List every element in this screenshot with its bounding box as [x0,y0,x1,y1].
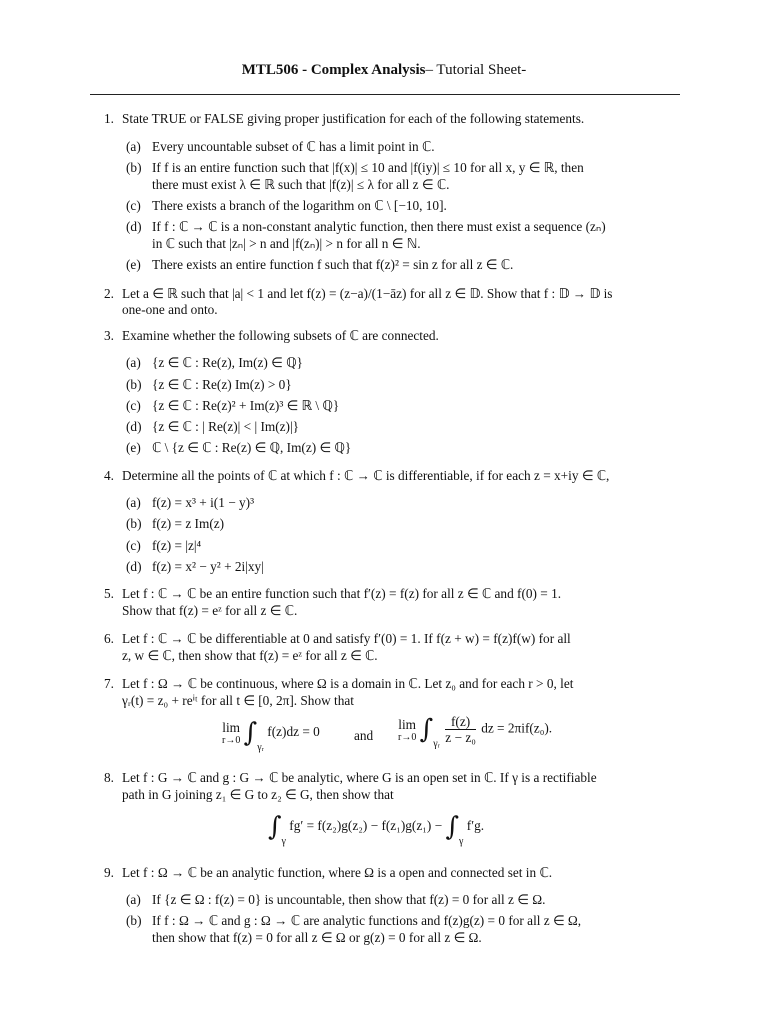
integrand-right: dz = 2πif(z₀). [481,720,553,736]
problem-6-number: 6. [104,631,114,646]
problem-3b-mark: (b) [126,377,142,392]
problem-3d-mark: (d) [126,419,142,434]
fraction-numerator: f(z) [445,714,476,730]
lim-label-left: lim [222,720,241,735]
problem-9b-text-line1: If f : Ω → ℂ and g : Ω → ℂ are analytic functions and f(z)g(z) = 0 for all z ∈ Ω, [152,913,582,928]
lim-subscript-right: r→0 [398,731,417,743]
problem-4a-mark: (a) [126,495,141,510]
formula-rhs: f′g. [466,818,485,834]
problem-7-text-line1: Let f : Ω → ℂ be continuous, where Ω is a domain in ℂ. Let z₀ and for each r > 0, let [122,676,574,691]
problem-1b-text-line2: there must exist λ ∈ ℝ such that |f(z)| ≤ λ for all z ∈ ℂ. [152,177,450,192]
problem-7-number: 7. [104,676,114,691]
problem-3a-text: {z ∈ ℂ : Re(z), Im(z) ∈ ℚ} [152,355,303,370]
sheet-subtitle: – Tutorial Sheet- [425,62,527,78]
problem-9a-text: If {z ∈ Ω : f(z) = 0} is uncountable, then show that f(z) = 0 for all z ∈ Ω. [152,892,546,907]
problem-7-text-line2: γᵣ(t) = z₀ + reⁱᵗ for all t ∈ [0, 2π]. Show that [122,693,354,708]
problem-1c-text: There exists a branch of the logarithm on ℂ \ [−10, 10]. [152,198,447,213]
problem-5-text-line1: Let f : ℂ → ℂ be an entire function such that f′(z) = f(z) for all z ∈ ℂ and f(0) = 1. [122,586,562,601]
problem-8-number: 8. [104,770,114,785]
problem-1d-mark: (d) [126,219,142,234]
problem-4d-text: f(z) = x² − y² + 2i|xy| [152,559,264,574]
problem-7-limit-right [398,714,552,750]
problem-4b-mark: (b) [126,516,142,531]
problem-2-text-line2: one-one and onto. [122,302,218,317]
problem-8-formula [268,812,484,847]
problem-7-limit-left [222,718,320,753]
integral-sign-left: ∫ [243,718,258,748]
problem-7-and: and [354,728,374,743]
integral-sign-lhs: ∫ [268,812,282,842]
problem-1d-text-line1: If f : ℂ → ℂ is a non-constant analytic function, then there must exist a sequence (zₙ) [152,219,606,234]
problem-3e-mark: (e) [126,440,141,455]
problem-9b-mark: (b) [126,913,142,928]
problem-9b-text-line2: then show that f(z) = 0 for all z ∈ Ω or g(z) = 0 for all z ∈ Ω. [152,930,482,945]
problem-4d-mark: (d) [126,559,142,574]
problem-9-statement: Let f : Ω → ℂ be an analytic function, where Ω is a open and connected set in ℂ. [122,865,553,880]
problem-1-statement: State TRUE or FALSE giving proper justification for each of the following statements. [122,111,585,126]
problem-4-statement: Determine all the points of ℂ at which f : ℂ → ℂ is differentiable, if for each z = x+iy ∈ ℂ, [122,468,610,483]
problem-4c-mark: (c) [126,538,141,553]
problem-2-text-line1: Let a ∈ ℝ such that |a| < 1 and let f(z) = (z−a)/(1−āz) for all z ∈ 𝔻. Show that f : 𝔻 → 𝔻 is [122,286,613,301]
problem-6-text-line2: z, w ∈ ℂ, then show that f(z) = eᶻ for all z ∈ ℂ. [122,648,378,663]
problem-3-statement: Examine whether the following subsets of ℂ are connected. [122,328,439,343]
problem-5-number: 5. [104,586,114,601]
problem-1e-mark: (e) [126,257,141,272]
lim-label-right: lim [398,716,417,732]
problem-1a-mark: (a) [126,139,141,154]
problem-3c-text: {z ∈ ℂ : Re(z)² + Im(z)³ ∈ ℝ \ ℚ} [152,398,340,413]
integral-sub-right: γᵣ [433,738,440,750]
problem-9a-mark: (a) [126,892,141,907]
problem-1d-text-line2: in ℂ such that |zₙ| > n and |f(zₙ)| > n for all n ∈ ℕ. [152,236,421,251]
fraction-denominator: z − z₀ [445,730,476,745]
problem-6-text-line1: Let f : ℂ → ℂ be differentiable at 0 and satisfy f′(0) = 1. If f(z + w) = f(z)f(w) for all [122,631,571,646]
header-rule [90,94,680,95]
integral-sign-rhs: ∫ [445,812,460,842]
problem-1b-text-line1: If f is an entire function such that |f(x)| ≤ 10 and |f(iy)| ≤ 10 for all x, y ∈ ℝ, then [152,160,584,175]
problem-3a-mark: (a) [126,355,141,370]
problem-3b-text: {z ∈ ℂ : Re(z) Im(z) > 0} [152,377,292,392]
problem-4a-text: f(z) = x³ + i(1 − y)³ [152,495,255,510]
cauchy-fraction [445,714,476,745]
problem-5-text-line2: Show that f(z) = eᶻ for all z ∈ ℂ. [122,603,298,618]
integral-sub-rhs: γ [459,836,464,848]
problem-1a-text: Every uncountable subset of ℂ has a limit point in ℂ. [152,139,435,154]
problem-3e-text: ℂ \ {z ∈ ℂ : Re(z) ∈ ℚ, Im(z) ∈ ℚ} [152,440,352,455]
problem-1-number: 1. [104,111,114,126]
problem-1e-text: There exists an entire function f such that f(z)² = sin z for all z ∈ ℂ. [152,257,514,272]
problem-3c-mark: (c) [126,398,141,413]
problem-4c-text: f(z) = |z|⁴ [152,538,202,553]
formula-lhs: fg′ = f(z₂)g(z₂) − f(z₁)g(z₁) − [289,818,443,834]
problem-8-text-line2: path in G joining z₁ ∈ G to z₂ ∈ G, then show that [122,787,394,802]
problem-4b-text: f(z) = z Im(z) [152,516,225,531]
integrand-left: f(z)dz = 0 [267,724,320,740]
lim-subscript-left: r→0 [222,735,241,746]
integral-sign-right: ∫ [419,714,434,745]
course-title: MTL506 - Complex Analysis [241,62,426,78]
problem-4-number: 4. [104,468,114,483]
page-header [0,62,768,79]
problem-3-number: 3. [104,328,114,343]
problem-9-number: 9. [104,865,114,880]
integral-sub-lhs: γ [281,836,286,848]
problem-3d-text: {z ∈ ℂ : | Re(z)| < | Im(z)|} [152,419,300,434]
problem-8-text-line1: Let f : G → ℂ and g : G → ℂ be analytic, where G is an open set in ℂ. If γ is a rectifiable [122,770,597,785]
problem-1c-mark: (c) [126,198,141,213]
problem-2-number: 2. [104,286,114,301]
integral-sub-left: γᵣ [257,742,264,754]
problem-1b-mark: (b) [126,160,142,175]
